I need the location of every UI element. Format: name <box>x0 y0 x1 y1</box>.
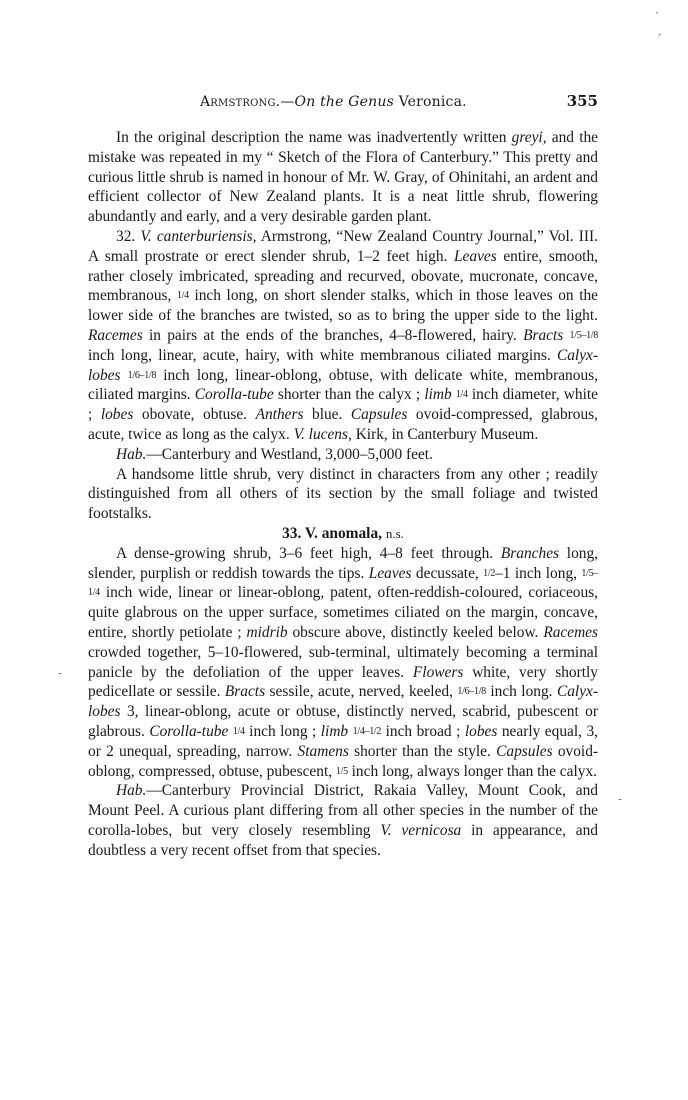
text-run: entire, smooth, rather closely imbricated, spreading and recurved, obovate, mucronate, concave, membranous, <box>88 247 598 305</box>
text-run: inch long, always longer than the calyx. <box>347 762 597 780</box>
text-run: in appearance, and doubtless a very recent offset from that species. <box>88 821 598 859</box>
text-run: crowded together, 5–10-flowered, sub-terminal, ultimately becoming a terminal panicle by the defoliation of the upper leaves. <box>88 643 598 681</box>
section-heading-33 <box>88 524 598 544</box>
text-run: inch long, linear, acute, hairy, with white membranous ciliated margins. <box>88 346 557 364</box>
paragraph-remarks-32 <box>88 465 598 524</box>
paragraph-hab-32 <box>88 445 598 465</box>
italic-term: Flowers <box>412 663 464 681</box>
italic-term: Stamens <box>297 742 349 760</box>
text-run: and the mistake was repeated in my “ Sketch of the Flora of Canterbury.” This pretty and curious little shrub is named in honour of Mr. W. Gray, of Ohinitahi, an ardent and efficient collector of New Zealand plants. It is a neat little shrub, flowering abundantly and early, and a very desirable garden plant. <box>88 129 598 226</box>
text-run: inch broad ; <box>381 722 465 740</box>
text-run: inch long, on short slender stalks, which in those leaves on the lower side of the branches are twisted, so as to bring the upper side to the light. <box>88 287 598 325</box>
italic-term: Anthers <box>255 406 304 424</box>
italic-term: Corolla-tube <box>149 722 229 740</box>
text-run: inch long. <box>485 683 557 701</box>
text-run: obovate, obtuse. <box>133 406 256 424</box>
italic-term: V. lucens, <box>293 425 352 443</box>
text-run: white, very shortly pedicellate or sessile. <box>88 663 598 701</box>
italic-term: Calyx-lobes <box>88 683 598 721</box>
header-title-genus: Genus <box>348 94 394 110</box>
italic-term: greyi, <box>511 129 547 146</box>
text-run: 3, linear-oblong, acute or obtuse, distinctly nerved, scabrid, pubescent or glabrous. <box>88 703 598 740</box>
text-run: In the original description the name was inadvertently written <box>116 129 512 146</box>
text-run: inch long, linear-oblong, obtuse, with delicate white, membranous, ciliated margins. <box>88 366 598 404</box>
hab-label: Hab. <box>116 445 147 463</box>
text-run: in pairs at the ends of the branches, 4–8-flowered, hairy. <box>142 326 524 344</box>
text-run: Kirk, in Canterbury Museum. <box>351 425 539 443</box>
italic-term: lobes <box>100 406 134 424</box>
italic-term: midrib <box>246 623 288 641</box>
paragraph-greyi-note <box>88 128 598 227</box>
text-run: ovoid-compressed, glabrous, acute, twice as long as the calyx. <box>88 406 598 443</box>
header-dash: — <box>280 94 295 110</box>
text-run: obscure above, distinctly keeled below. <box>287 623 544 641</box>
italic-term: Calyx-lobes <box>88 346 598 384</box>
paragraph-species-32 <box>88 227 598 445</box>
text-run: shorter than the calyx ; <box>273 386 425 404</box>
fraction: 1/6–1/8 <box>457 686 486 698</box>
text-run: inch wide, linear or linear-oblong, patent, often-reddish-coloured, coriaceous, quite glabrous on the upper surface, sometimes ciliated on the margin, concave, entire, shortly petiolate ; <box>88 584 598 641</box>
section-title: 33. V. anomala, <box>282 524 382 542</box>
fraction: 1/4 <box>455 389 468 401</box>
fraction: 1/4 <box>176 290 189 302</box>
fraction: 1/6–1/8 <box>127 369 157 381</box>
paragraph-hab-33 <box>88 781 598 860</box>
text-run: —Canterbury Provincial District, Rakaia Valley, Mount Cook, and Mount Peel. A curious plant differing from all other species in the number of the corolla-lobes, but very closely resembling <box>88 782 598 839</box>
margin-mark-left-mid: - <box>58 666 63 680</box>
paragraph-species-33 <box>88 544 598 782</box>
text-run: nearly equal, 3, or 2 unequal, spreading, narrow. <box>88 722 599 760</box>
text-run: ovoid-oblong, compressed, obtuse, pubescent, <box>88 742 599 780</box>
italic-term: Racemes <box>543 623 599 641</box>
hab-label: Hab. <box>116 782 147 800</box>
margin-mark-right-mid: - <box>618 792 623 806</box>
fraction: 1/4 <box>232 725 245 737</box>
text-run: A handsome little shrub, very distinct in characters from any other ; readily distinguished from all others of its section by the small foliage and twisted footstalks. <box>88 465 598 523</box>
running-head-title <box>200 94 467 110</box>
text-run: A dense-growing shrub, 3–6 feet high, 4–8 feet through. <box>116 544 501 562</box>
italic-term: Capsules <box>496 742 553 760</box>
species-name: V. canterburiensis, <box>140 227 257 245</box>
margin-mark-top-right: · <box>655 6 659 20</box>
text-run: decussate, <box>411 564 484 582</box>
text-run: —Canterbury and Westland, 3,000–5,000 feet. <box>146 445 433 463</box>
italic-term: lobes <box>464 722 498 740</box>
text-run: sessile, acute, nerved, keeled, <box>265 683 458 701</box>
italic-term: Bracts <box>523 326 564 344</box>
italic-term: limb <box>320 722 349 740</box>
italic-term: Corolla-tube <box>194 386 274 404</box>
fraction: 1/4–1/2 <box>352 725 382 737</box>
text-run: Armstrong, “New Zealand Country Journal,” Vol. III. A small prostrate or erect slender shrub, 1–2 feet high. <box>88 227 599 265</box>
italic-term: limb <box>424 386 452 404</box>
text-run: long, slender, purplish or reddish towards the tips. <box>88 544 599 582</box>
page-number: 355 <box>566 92 598 110</box>
margin-mark-top-right-2: , <box>658 24 662 38</box>
section-suffix: n.s. <box>385 525 404 541</box>
text-run: –1 inch long, <box>495 564 582 582</box>
page-body <box>88 128 598 860</box>
italic-term: Leaves <box>368 564 412 582</box>
header-author: Armstrong. <box>200 94 281 110</box>
fraction: 1/5–1/8 <box>569 329 598 341</box>
text-run: shorter than the style. <box>348 742 497 760</box>
italic-term: Bracts <box>224 683 266 701</box>
header-title-prefix: On the <box>294 94 349 110</box>
fraction: 1/5 <box>335 765 348 777</box>
header-title-name: Veronica. <box>393 94 467 110</box>
text-run: inch long ; <box>244 722 321 740</box>
italic-term: Capsules <box>350 406 408 424</box>
running-header <box>88 92 598 116</box>
fraction: 1/5–1/4 <box>88 567 598 599</box>
italic-term: Leaves <box>454 247 497 265</box>
species-name: V. vernicosa <box>380 821 462 839</box>
text-run: blue. <box>303 406 351 424</box>
text-run: inch diameter, white ; <box>88 386 598 424</box>
italic-term: Branches <box>500 544 560 562</box>
fraction: 1/2 <box>483 567 496 579</box>
italic-term: Racemes <box>88 326 143 344</box>
species-number: 32. <box>116 227 141 245</box>
